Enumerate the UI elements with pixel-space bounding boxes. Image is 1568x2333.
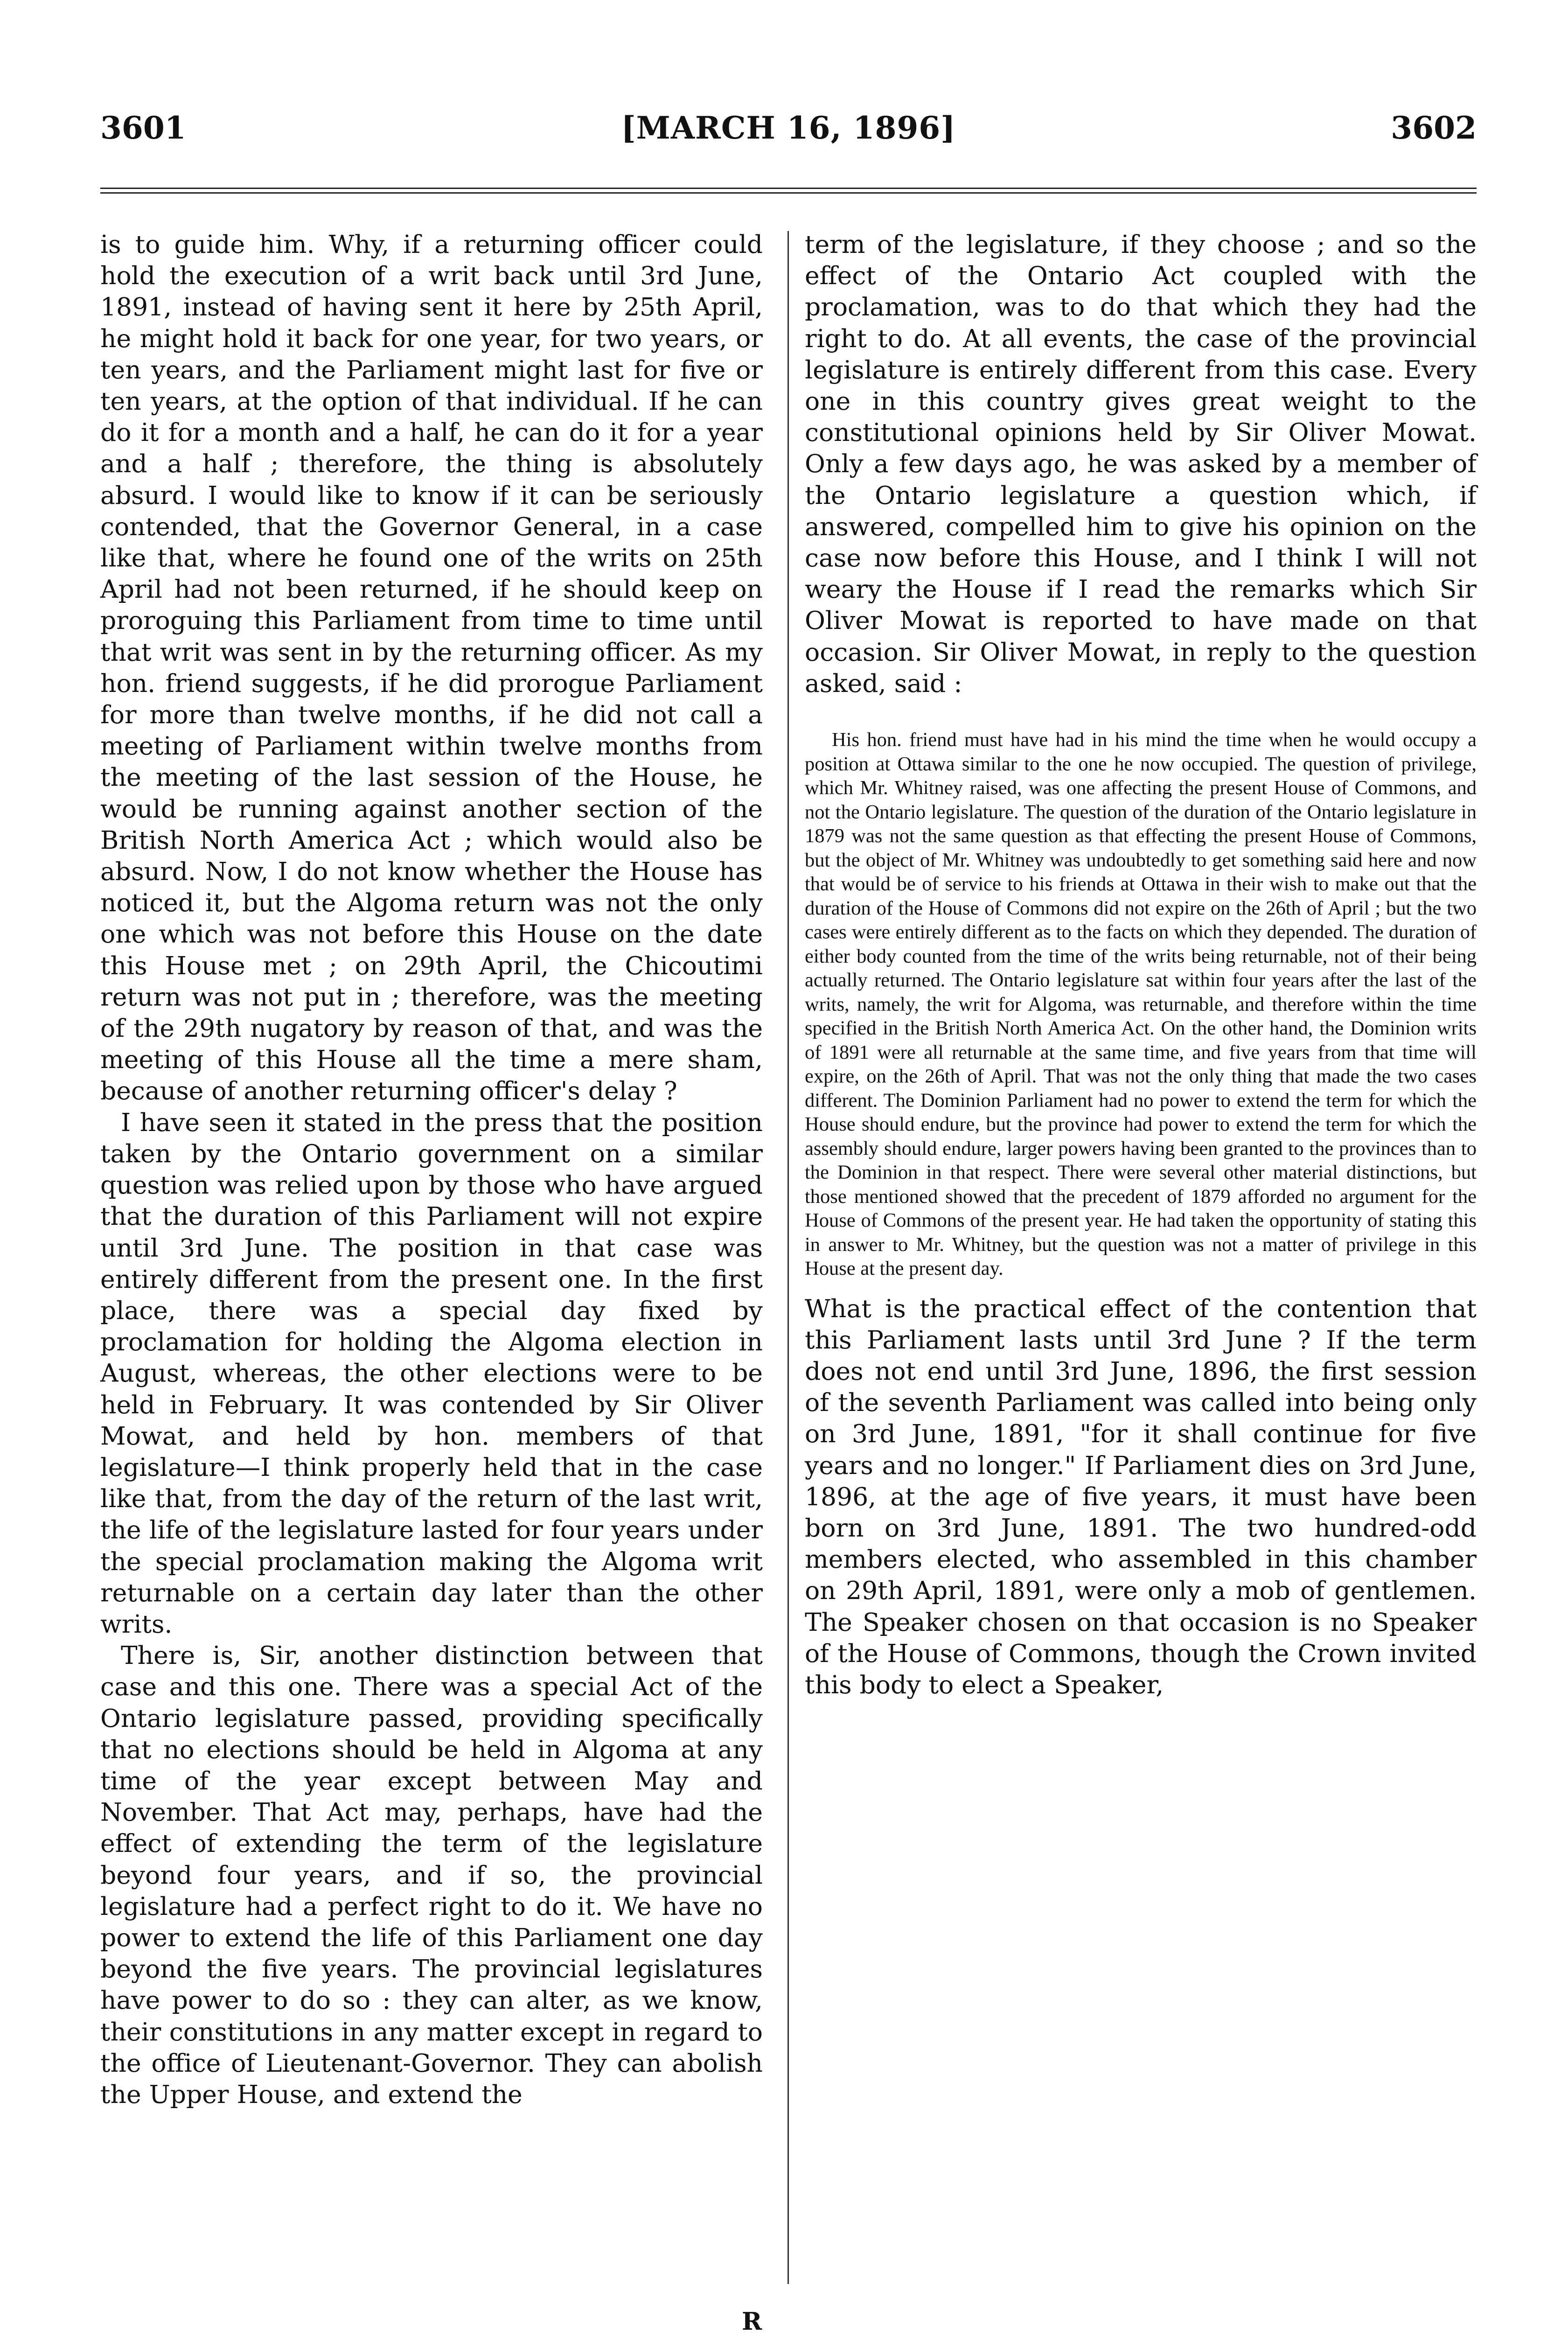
left-paragraph-1: is to guide him. Why, if a returning officer could hold the execution of a writ back until 3rd June, 1891, instead of having sent it here by 25th April, he might hold it back for one year, for two years, or ten years, and the Parliament might last for five or ten years, at the option of that individual. If he can do it for a month and a half, he can do it for a year and a half ; therefore, the thing is absolutely absurd. I would like to know if it can be seriously contended, that the Governor General, in a case like that, where he found one of the writs on 25th April had not been returned, if he should keep on proroguing this Parliament from time to time until that writ was sent in by the returning officer. As my hon. friend suggests, if he did prorogue Parliament for more than twelve months, if he did not call a meeting of Parliament within twelve months from the meeting of the last session of the House, he would be running against another section of the British North America Act ; which would also be absurd. Now, I do not know whether the House has noticed it, but the Algoma return was not the only one which was not before this House on the date this House met ; on 29th April, the Chicoutimi return was not put in ; therefore, was the meeting of the 29th nugatory by reason of that, and was the meeting of this House all the time a mere sham, because of another returning officer's delay ? [100, 230, 763, 1106]
right-paragraph-2: What is the practical effect of the contention that this Parliament lasts until 3rd June ? If the term does not end until 3rd June, 1896, the first session of the seventh Parliament was called into being only on 3rd June, 1891, "for it shall continue for five years and no longer." If Parliament dies on 3rd June, 1896, at the age of five years, it must have been born on 3rd June, 1891. The two hundred-odd members elected, who assembled in this chamber on 29th April, 1891, were only a mob of gentlemen. The Speaker chosen on that occasion is no Speaker of the House of Commons, though the Crown invited this body to elect a Speaker, [805, 1293, 1477, 1699]
header-rule-top [100, 188, 1477, 189]
footer-signature-mark: R [742, 2307, 762, 2333]
header-rule-bottom [100, 192, 1477, 194]
column-divider [787, 231, 789, 2284]
right-column [805, 229, 1477, 1700]
page-number-right: 3602 [1391, 110, 1477, 146]
left-column [100, 229, 763, 2110]
page-number-left: 3601 [100, 110, 186, 146]
page-date: [MARCH 16, 1896] [621, 110, 956, 146]
quoted-remarks [805, 728, 1477, 1281]
left-paragraph-3: There is, Sir, another distinction between that case and this one. There was a special Act of the Ontario legislature passed, providing specifically that no elections should be held in Algoma at any time of the year except between May and November. That Act may, perhaps, have had the effect of extending the term of the legislature beyond four years, and if so, the provincial legislature had a perfect right to do it. We have no power to extend the life of this Parliament one day beyond the five years. The provincial legislatures have power to do so : they can alter, as we know, their constitutions in any matter except in regard to the office of Lieutenant-Governor. They can abolish the Upper House, and extend the [100, 1641, 763, 2109]
left-paragraph-2: I have seen it stated in the press that the position taken by the Ontario government on a similar question was relied upon by those who have argued that the duration of this Parliament will not expire until 3rd June. The position in that case was entirely different from the present one. In the first place, there was a special day fixed by proclamation for holding the Algoma election in August, whereas, the other elections were to be held in February. It was contended by Sir Oliver Mowat, and held by hon. members of that legislature—I think properly held that in the case like that, from the day of the return of the last writ, the life of the legislature lasted for four years under the special proclamation making the Algoma writ returnable on a certain day later than the other writs. [100, 1107, 763, 1639]
page-header [100, 110, 1477, 156]
right-paragraph-1: term of the legislature, if they choose ; and so the effect of the Ontario Act coupled with the proclamation, was to do that which they had the right to do. At all events, the case of the provincial legislature is entirely different from this case. Every one in this country gives great weight to the constitutional opinions held by Sir Oliver Mowat. Only a few days ago, he was asked by a member of the Ontario legislature a question which, if answered, compelled him to give his opinion on the case now before this House, and I think I will not weary the House if I read the remarks which Sir Oliver Mowat is reported to have made on that occasion. Sir Oliver Mowat, in reply to the question asked, said : [805, 230, 1477, 698]
quoted-remarks-text: His hon. friend must have had in his mind the time when he would occupy a position at Ottawa similar to the one he now occupied. The question of privilege, which Mr. Whitney raised, was one affecting the present House of Commons, and not the Ontario legislature. The question of the duration of the Ontario legislature in 1879 was not the same question as that effecting the present House of Commons, but the object of Mr. Whitney was undoubtedly to get something said here and now that would be of service to his friends at Ottawa in their wish to make out that the duration of the House of Commons did not expire on the 26th of April ; but the two cases were entirely different as to the facts on which they depended. The duration of either body counted from the time of the writs being returnable, not of their being actually returned. The Ontario legislature sat within four years after the last of the writs, namely, the writ for Algoma, was returnable, and therefore within the time specified in the British North America Act. On the other hand, the Dominion writs of 1891 were all returnable at the same time, and five years from that time will expire, on the 26th of April. That was not the only thing that made the two cases different. The Dominion Parliament had no power to extend the term for which the House should endure, but the province had power to extend the term for which the assembly should endure, larger powers having been granted to the provinces than to the Dominion in that respect. There were several other material distinctions, but those mentioned showed that the precedent of 1879 afforded no argument for the House of Commons of the present year. He had taken the opportunity of stating this in answer to Mr. Whitney, but the question was not a matter of privilege in this House at the present day. [805, 729, 1477, 1280]
